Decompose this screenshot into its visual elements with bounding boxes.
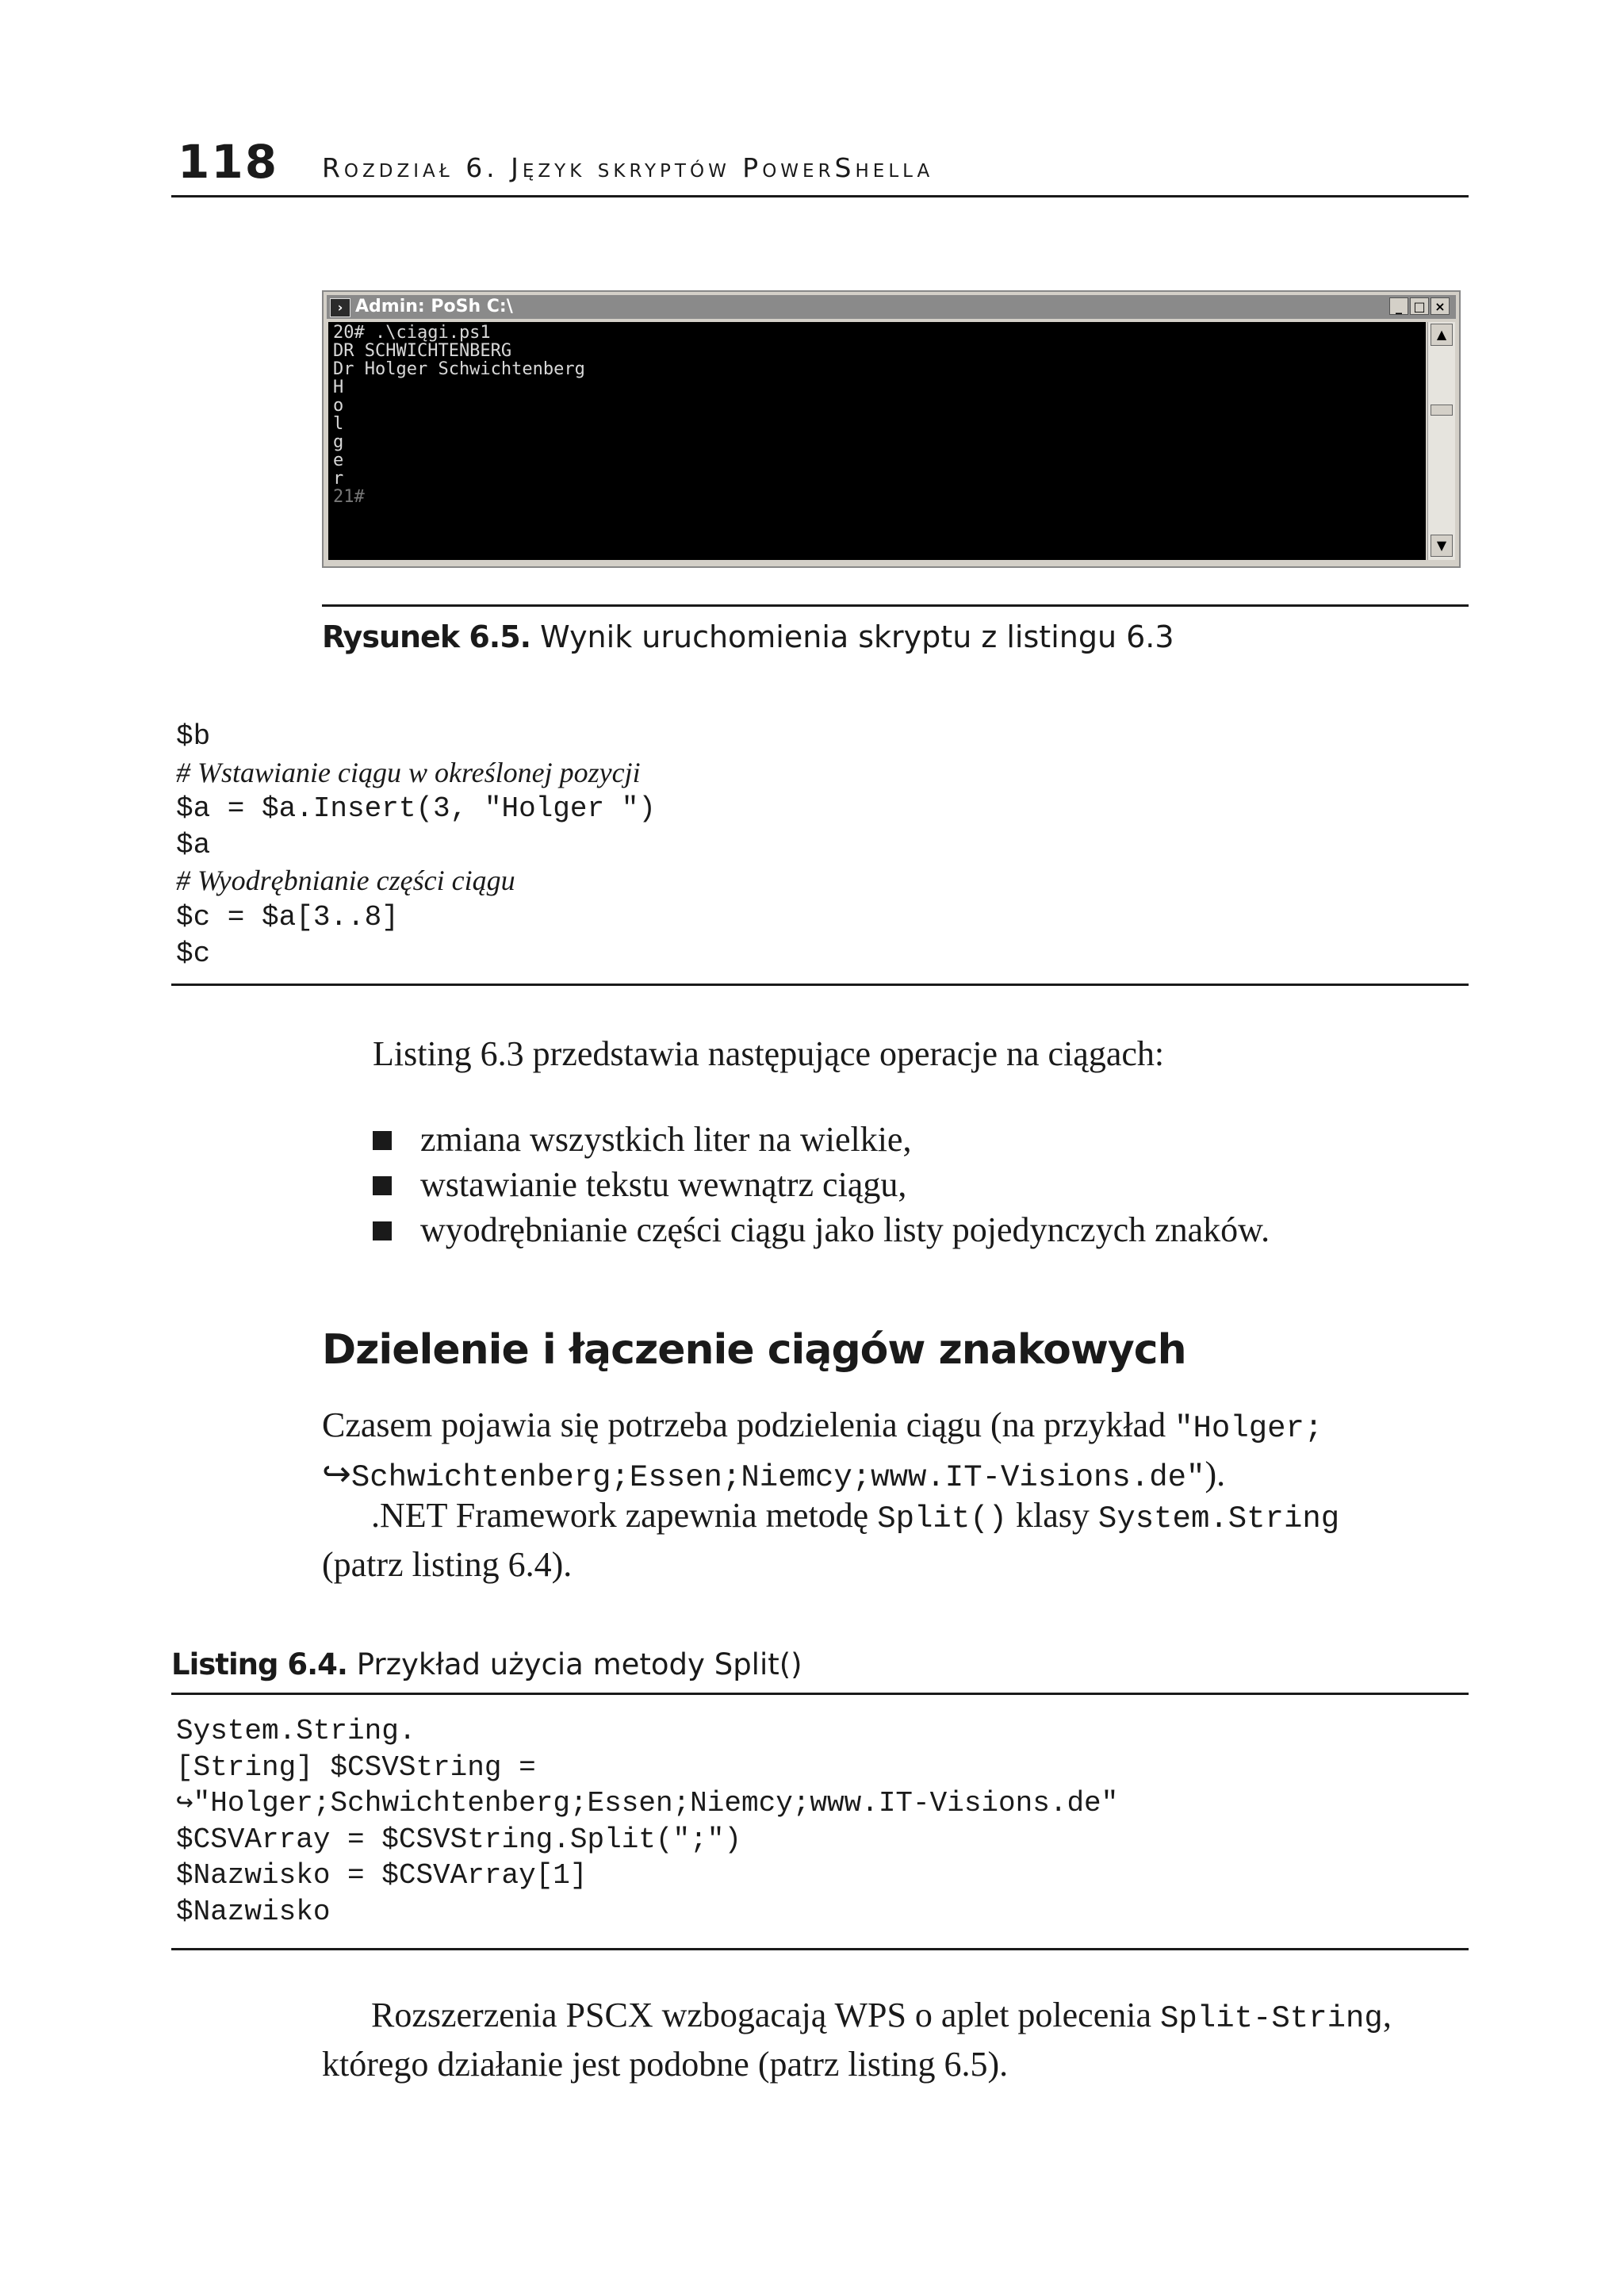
- inline-code: Split(): [877, 1501, 1008, 1536]
- running-head: Rozdział 6. Język skryptów PowerShella: [322, 152, 934, 183]
- code-line: [String] $CSVString =: [176, 1750, 536, 1784]
- paragraph-text: Czasem pojawia się potrzeba podzielenia ciągu (na przykład: [322, 1405, 1175, 1444]
- console-line: e: [333, 451, 344, 470]
- page-header: [171, 136, 1469, 197]
- paragraph-text: Rozszerzenia PSCX wzbogacają WPS o aplet polecenia: [371, 1996, 1160, 2034]
- inline-code: Split-String: [1159, 2001, 1383, 2036]
- console-line: DR SCHWICHTENBERG: [333, 341, 512, 361]
- paragraph-text: (patrz listing 6.4).: [322, 1545, 573, 1584]
- window-title: Admin: PoSh C:\: [355, 297, 513, 316]
- bullet-list: [373, 1117, 1270, 1252]
- square-bullet-icon: [373, 1176, 392, 1195]
- inline-code: "Holger;: [1174, 1411, 1323, 1446]
- code-line: $a = $a.Insert(3, "Holger "): [176, 792, 656, 826]
- figure-caption: [322, 619, 1174, 655]
- code-block-a: [176, 719, 656, 972]
- intro-paragraph: Listing 6.3 przedstawia następujące operacje na ciągach:: [373, 1034, 1165, 1073]
- code-block-rule: [171, 984, 1469, 986]
- listing-caption-text: Przykład użycia metody Split(): [347, 1647, 802, 1681]
- paragraph-text: .NET Framework zapewnia metodę: [371, 1496, 878, 1535]
- maximize-button[interactable]: □: [1410, 297, 1429, 315]
- paragraph-text: ,: [1382, 1996, 1392, 2034]
- code-comment-line: # Wyodrębnianie części ciągu: [176, 865, 515, 897]
- inline-code: Schwichtenberg;Essen;Niemcy;www.IT-Visions.de": [350, 1460, 1205, 1495]
- listing-caption: [171, 1647, 802, 1683]
- paragraph-text: którego działanie jest podobne (patrz listing 6.5).: [322, 2045, 1009, 2084]
- close-button[interactable]: ×: [1431, 297, 1450, 315]
- console-line: o: [333, 396, 344, 416]
- scrollbar[interactable]: [1427, 322, 1455, 560]
- figure-caption-text: Wynik uruchomienia skryptu z listingu 6.3: [530, 619, 1174, 654]
- paragraph-split-method: [322, 1493, 1339, 1587]
- code-line: $CSVArray = $CSVString.Split(";"): [176, 1823, 741, 1856]
- scroll-thumb[interactable]: [1431, 405, 1453, 416]
- code-line: $b: [176, 720, 211, 753]
- section-heading: Dzielenie i łączenie ciągów znakowych: [322, 1326, 1186, 1374]
- code-line: $a: [176, 828, 211, 861]
- square-bullet-icon: [373, 1221, 392, 1240]
- paragraph-pscx: [322, 1992, 1392, 2087]
- listing-rule-top: [171, 1693, 1469, 1695]
- window-titlebar: [327, 295, 1456, 319]
- powershell-icon: ›: [330, 298, 350, 317]
- code-line: $Nazwisko: [176, 1895, 331, 1928]
- listing-caption-label: Listing 6.4.: [171, 1647, 347, 1681]
- code-block-b: [176, 1713, 1118, 1931]
- code-line: $Nazwisko = $CSVArray[1]: [176, 1859, 588, 1892]
- paragraph-text: ).: [1205, 1455, 1226, 1494]
- scroll-up-icon[interactable]: ▲: [1431, 324, 1453, 346]
- console-line: Dr Holger Schwichtenberg: [333, 359, 585, 379]
- code-line: $c: [176, 937, 211, 970]
- line-continuation-icon: ↪: [322, 1455, 351, 1494]
- paragraph-split-intro: [322, 1402, 1323, 1501]
- list-item-text: wyodrębnianie części ciągu jako listy pojedynczych znaków.: [420, 1210, 1270, 1249]
- list-item-text: zmiana wszystkich liter na wielkie,: [420, 1120, 912, 1159]
- list-item-text: wstawianie tekstu wewnątrz ciągu,: [420, 1165, 907, 1204]
- console-line: g: [333, 432, 344, 452]
- list-item: [373, 1117, 1270, 1162]
- list-item: [373, 1207, 1270, 1252]
- console-line: l: [333, 414, 344, 434]
- code-line: ↪"Holger;Schwichtenberg;Essen;Niemcy;www.IT-Visions.de": [176, 1787, 1119, 1820]
- caption-rule: [322, 604, 1469, 607]
- code-line: $c = $a[3..8]: [176, 900, 399, 934]
- console-line: 21#: [333, 487, 365, 507]
- minimize-button[interactable]: _: [1389, 297, 1408, 315]
- code-line: System.String.: [176, 1715, 416, 1747]
- inline-code: System.String: [1097, 1501, 1340, 1536]
- console-line: H: [333, 378, 344, 397]
- paragraph-text: klasy: [1007, 1496, 1098, 1535]
- console-output: [328, 322, 1426, 560]
- console-line: r: [333, 469, 344, 489]
- square-bullet-icon: [373, 1131, 392, 1150]
- console-lines: [333, 324, 585, 506]
- figure-caption-label: Rysunek 6.5.: [322, 619, 531, 654]
- console-line: 20# .\ciągi.ps1: [333, 323, 491, 343]
- scroll-down-icon[interactable]: ▼: [1431, 535, 1453, 557]
- console-window: [322, 290, 1461, 568]
- list-item: [373, 1162, 1270, 1207]
- page-number: 118: [178, 135, 279, 189]
- listing-rule-bottom: [171, 1948, 1469, 1950]
- code-comment-line: # Wstawianie ciągu w określonej pozycji: [176, 756, 641, 788]
